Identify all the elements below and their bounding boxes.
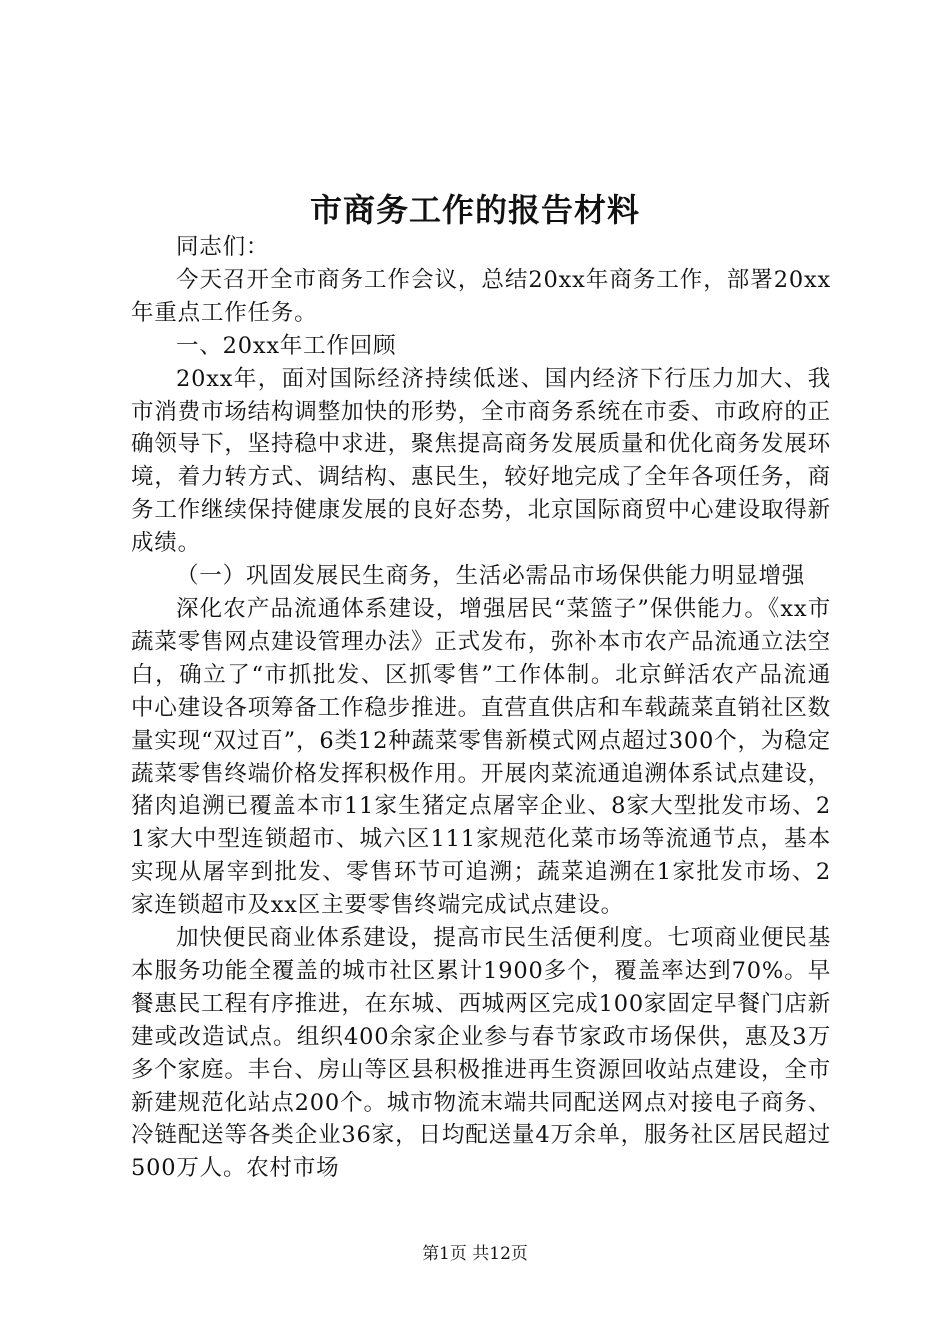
section-heading: 一、20xx年工作回顾 — [176, 332, 397, 359]
page-footer: 第1页 共12页 — [422, 1244, 528, 1264]
document-body — [131, 231, 831, 1185]
subsection-heading: （一）巩固发展民生商务，生活必需品市场保供能力明显增强 — [176, 563, 806, 590]
opening-paragraph: 今天召开全市商务工作会议，总结20xx年商务工作，部署20xx年重点工作任务。 — [131, 266, 831, 326]
agri-circulation-paragraph: 深化农产品流通体系建设，增强居民“菜篮子”保供能力。《xx市蔬菜零售网点建设管理办法》正式发布，弥补本市农产品流通立法空白，确立了“市抓批发、区抓零售”工作体制。北京鲜活农产品流通中心建设各项筹备工作稳步推进。直营直供店和车载蔬菜直销社区数量实现“双过百”，6类12种蔬菜零售新模式网点超过300个，为稳定蔬菜零售终端价格发挥积极作用。开展肉菜流通追溯体系试点建设，猪肉追溯已覆盖本市11家生猪定点屠宰企业、8家大型批发市场、21家大中型连锁超市、城六区111家规范化菜市场等流通节点，基本实现从屠宰到批发、零售环节可追溯；蔬菜追溯在1家批发市场、2家连锁超市及xx区主要零售终端完成试点建设。 — [131, 595, 831, 919]
document-title: 市商务工作的报告材料 — [309, 191, 640, 229]
review-paragraph: 20xx年，面对国际经济持续低迷、国内经济下行压力加大、我市消费市场结构调整加快的形势，全市商务系统在市委、市政府的正确领导下，坚持稳中求进，聚焦提高商务发展质量和优化商务发展环境，着力转方式、调结构、惠民生，较好地完成了全年各项任务，商务工作继续保持健康发展的良好态势，北京国际商贸中心建设取得新成绩。 — [131, 365, 831, 557]
convenience-commerce-paragraph: 加快便民商业体系建设，提高市民生活便利度。七项商业便民基本服务功能全覆盖的城市社区累计1900多个，覆盖率达到70%。早餐惠民工程有序推进，在东城、西城两区完成100家固定早餐门店新建或改造试点。组织400余家企业参与春节家政市场保供，惠及3万多个家庭。丰台、房山等区县积极推进再生资源回收站点建设，全市新建规范化站点200个。城市物流末端共同配送网点对接电子商务、冷链配送等各类企业36家，日均配送量4万余单，服务社区居民超过500万人。农村市场 — [131, 925, 831, 1182]
salutation-paragraph: 同志们： — [176, 234, 270, 260]
